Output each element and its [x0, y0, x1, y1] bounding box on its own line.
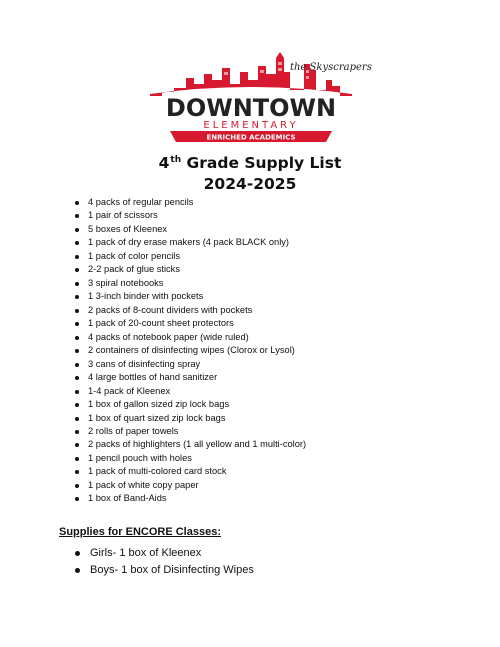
grade-suffix: th — [170, 155, 182, 165]
encore-item: Boys- 1 box of Disinfecting Wipes — [74, 562, 254, 579]
supply-item: 4 packs of regular pencils — [74, 196, 306, 209]
school-year: 2024-2025 — [203, 175, 297, 193]
encore-item: Girls- 1 box of Kleenex — [74, 545, 254, 562]
grade-number: 4 — [158, 154, 170, 172]
supply-item: 2 packs of highlighters (1 all yellow and 1 multi-color) — [74, 438, 306, 451]
supply-list — [74, 196, 306, 506]
supply-item: 1 pair of scissors — [74, 209, 306, 222]
supply-item: 5 boxes of Kleenex — [74, 223, 306, 236]
logo-name: DOWNTOWN — [165, 94, 337, 122]
supply-item: 2-2 pack of glue sticks — [74, 263, 306, 276]
encore-list — [74, 545, 254, 579]
supply-item: 1 box of Band-Aids — [74, 492, 306, 505]
supply-item: 3 spiral notebooks — [74, 277, 306, 290]
supply-item: 1 pack of white copy paper — [74, 479, 306, 492]
supply-item: 1 3-inch binder with pockets — [74, 290, 306, 303]
school-logo — [140, 50, 372, 146]
logo-ribbon-text: ENRICHED ACADEMICS — [206, 133, 296, 142]
supply-item: 1 pencil pouch with holes — [74, 452, 306, 465]
supply-item: 1 pack of dry erase makers (4 pack BLACK only) — [74, 236, 306, 249]
supply-item: 3 cans of disinfecting spray — [74, 358, 306, 371]
supply-item: 1 pack of color pencils — [74, 250, 306, 263]
supply-item: 4 packs of notebook paper (wide ruled) — [74, 331, 306, 344]
supply-item: 2 containers of disinfecting wipes (Clorox or Lysol) — [74, 344, 306, 357]
skyline-graphic — [150, 52, 352, 96]
logo-tagline: the Skyscrapers — [290, 62, 372, 73]
supply-item: 1 pack of 20-count sheet protectors — [74, 317, 306, 330]
logo-subtitle: ELEMENTARY — [203, 120, 299, 131]
supply-item: 2 packs of 8-count dividers with pockets — [74, 304, 306, 317]
page-title — [0, 154, 500, 172]
supply-item: 1 box of quart sized zip lock bags — [74, 412, 306, 425]
title-rest: Grade Supply List — [181, 154, 342, 172]
supply-item: 2 rolls of paper towels — [74, 425, 306, 438]
supply-item: 4 large bottles of hand sanitizer — [74, 371, 306, 384]
encore-heading: Supplies for ENCORE Classes: — [59, 526, 221, 538]
supply-item: 1-4 pack of Kleenex — [74, 385, 306, 398]
supply-item: 1 pack of multi-colored card stock — [74, 465, 306, 478]
supply-item: 1 box of gallon sized zip lock bags — [74, 398, 306, 411]
